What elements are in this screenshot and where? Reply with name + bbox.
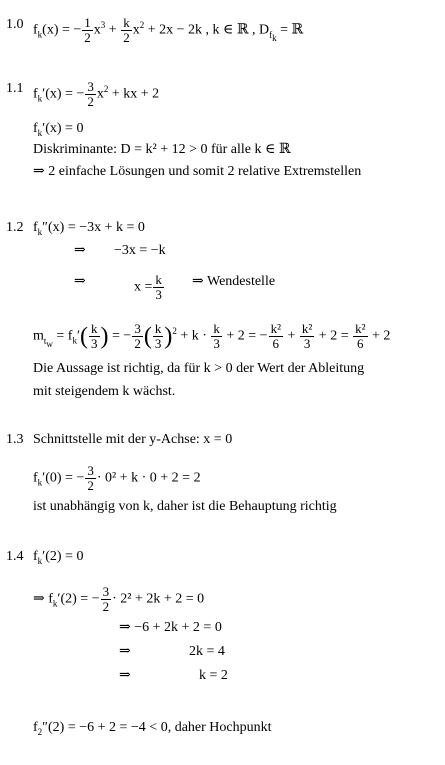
function-definition: $f_k(x)$ = − $\frac{1}{2}$ $x^3$ + $\frac{k}{2}$ $x^2 + 2x - 2k$ , k ∈ ℝ , $D_{f_k}$ = ℝ	[33, 15, 304, 45]
statement-line: Die Aussage ist richtig, da für k > 0 der Wert der Ableitung	[33, 361, 365, 376]
section-1-3	[6, 431, 233, 449]
substitution-line: ⇒ $f_k'(2)$ = − $\frac{3}{2}$ · 2² + 2k + 2 = 0	[33, 584, 205, 614]
section-number: 1.2	[6, 220, 24, 235]
section-number: 1.1	[6, 81, 24, 96]
derivative-zero: $f_k'(x) = 0$	[33, 121, 84, 138]
slope-calculation: $m_{t_w} = f_k'$( $\frac{k}{3}$ ) = − $\frac{3}{2}$ ( $\frac{k}{3}$ )$^2$ + k · $\frac{k}{3}$ + 2 = − $\frac{\text{k²}}{6}$ + $\frac{\text{k²}}{3}$ + 2 = $\frac{\text{k²}}{6}$ + 2	[33, 321, 391, 351]
statement-line-2: mit steigendem k wächst.	[33, 384, 176, 399]
wendestelle-line: ⇒ x = $\frac{k}{3}$ ⇒ Wendestelle	[74, 272, 276, 302]
section-number: 1.0	[6, 17, 24, 32]
derivative-line: $f_k'(x)$ = − $\frac{3}{2}$ $x^2$ + kx + 2	[33, 79, 160, 109]
step-line: ⇒ −3x = −k	[74, 243, 166, 258]
conclusion-line: ist unabhängig von k, daher ist die Behauptung richtig	[33, 499, 337, 514]
maximum-line: $f_2''(2) = -6 + 2 = -4 < 0$, daher Hochpunkt	[33, 720, 272, 737]
section-1-4	[6, 548, 84, 566]
step-line: ⇒ −6 + 2k + 2 = 0	[119, 620, 222, 635]
discriminant-line: Diskriminante: D = k² + 12 > 0 für alle k ∈ ℝ	[33, 142, 291, 157]
second-derivative: $f_k''(x) = -3x + k = 0$	[33, 220, 145, 237]
condition-line: $f_k'(2) = 0$	[33, 549, 84, 566]
step-line: ⇒ 2k = 4	[119, 644, 225, 659]
section-1-1	[6, 79, 160, 109]
conclusion-line: ⇒ 2 einfache Lösungen und somit 2 relative Extremstellen	[33, 164, 362, 179]
section-number: 1.3	[6, 432, 24, 447]
step-line: ⇒ k = 2	[119, 668, 228, 683]
intercept-calculation: $f_k'(0)$ = − $\frac{3}{2}$ · 0² + k · 0 + 2 = 2	[33, 463, 201, 493]
section-1-2	[6, 219, 145, 237]
section-number: 1.4	[6, 549, 24, 564]
section-1-0	[6, 15, 304, 45]
intercept-line: Schnittstelle mit der y-Achse: x = 0	[33, 432, 233, 447]
